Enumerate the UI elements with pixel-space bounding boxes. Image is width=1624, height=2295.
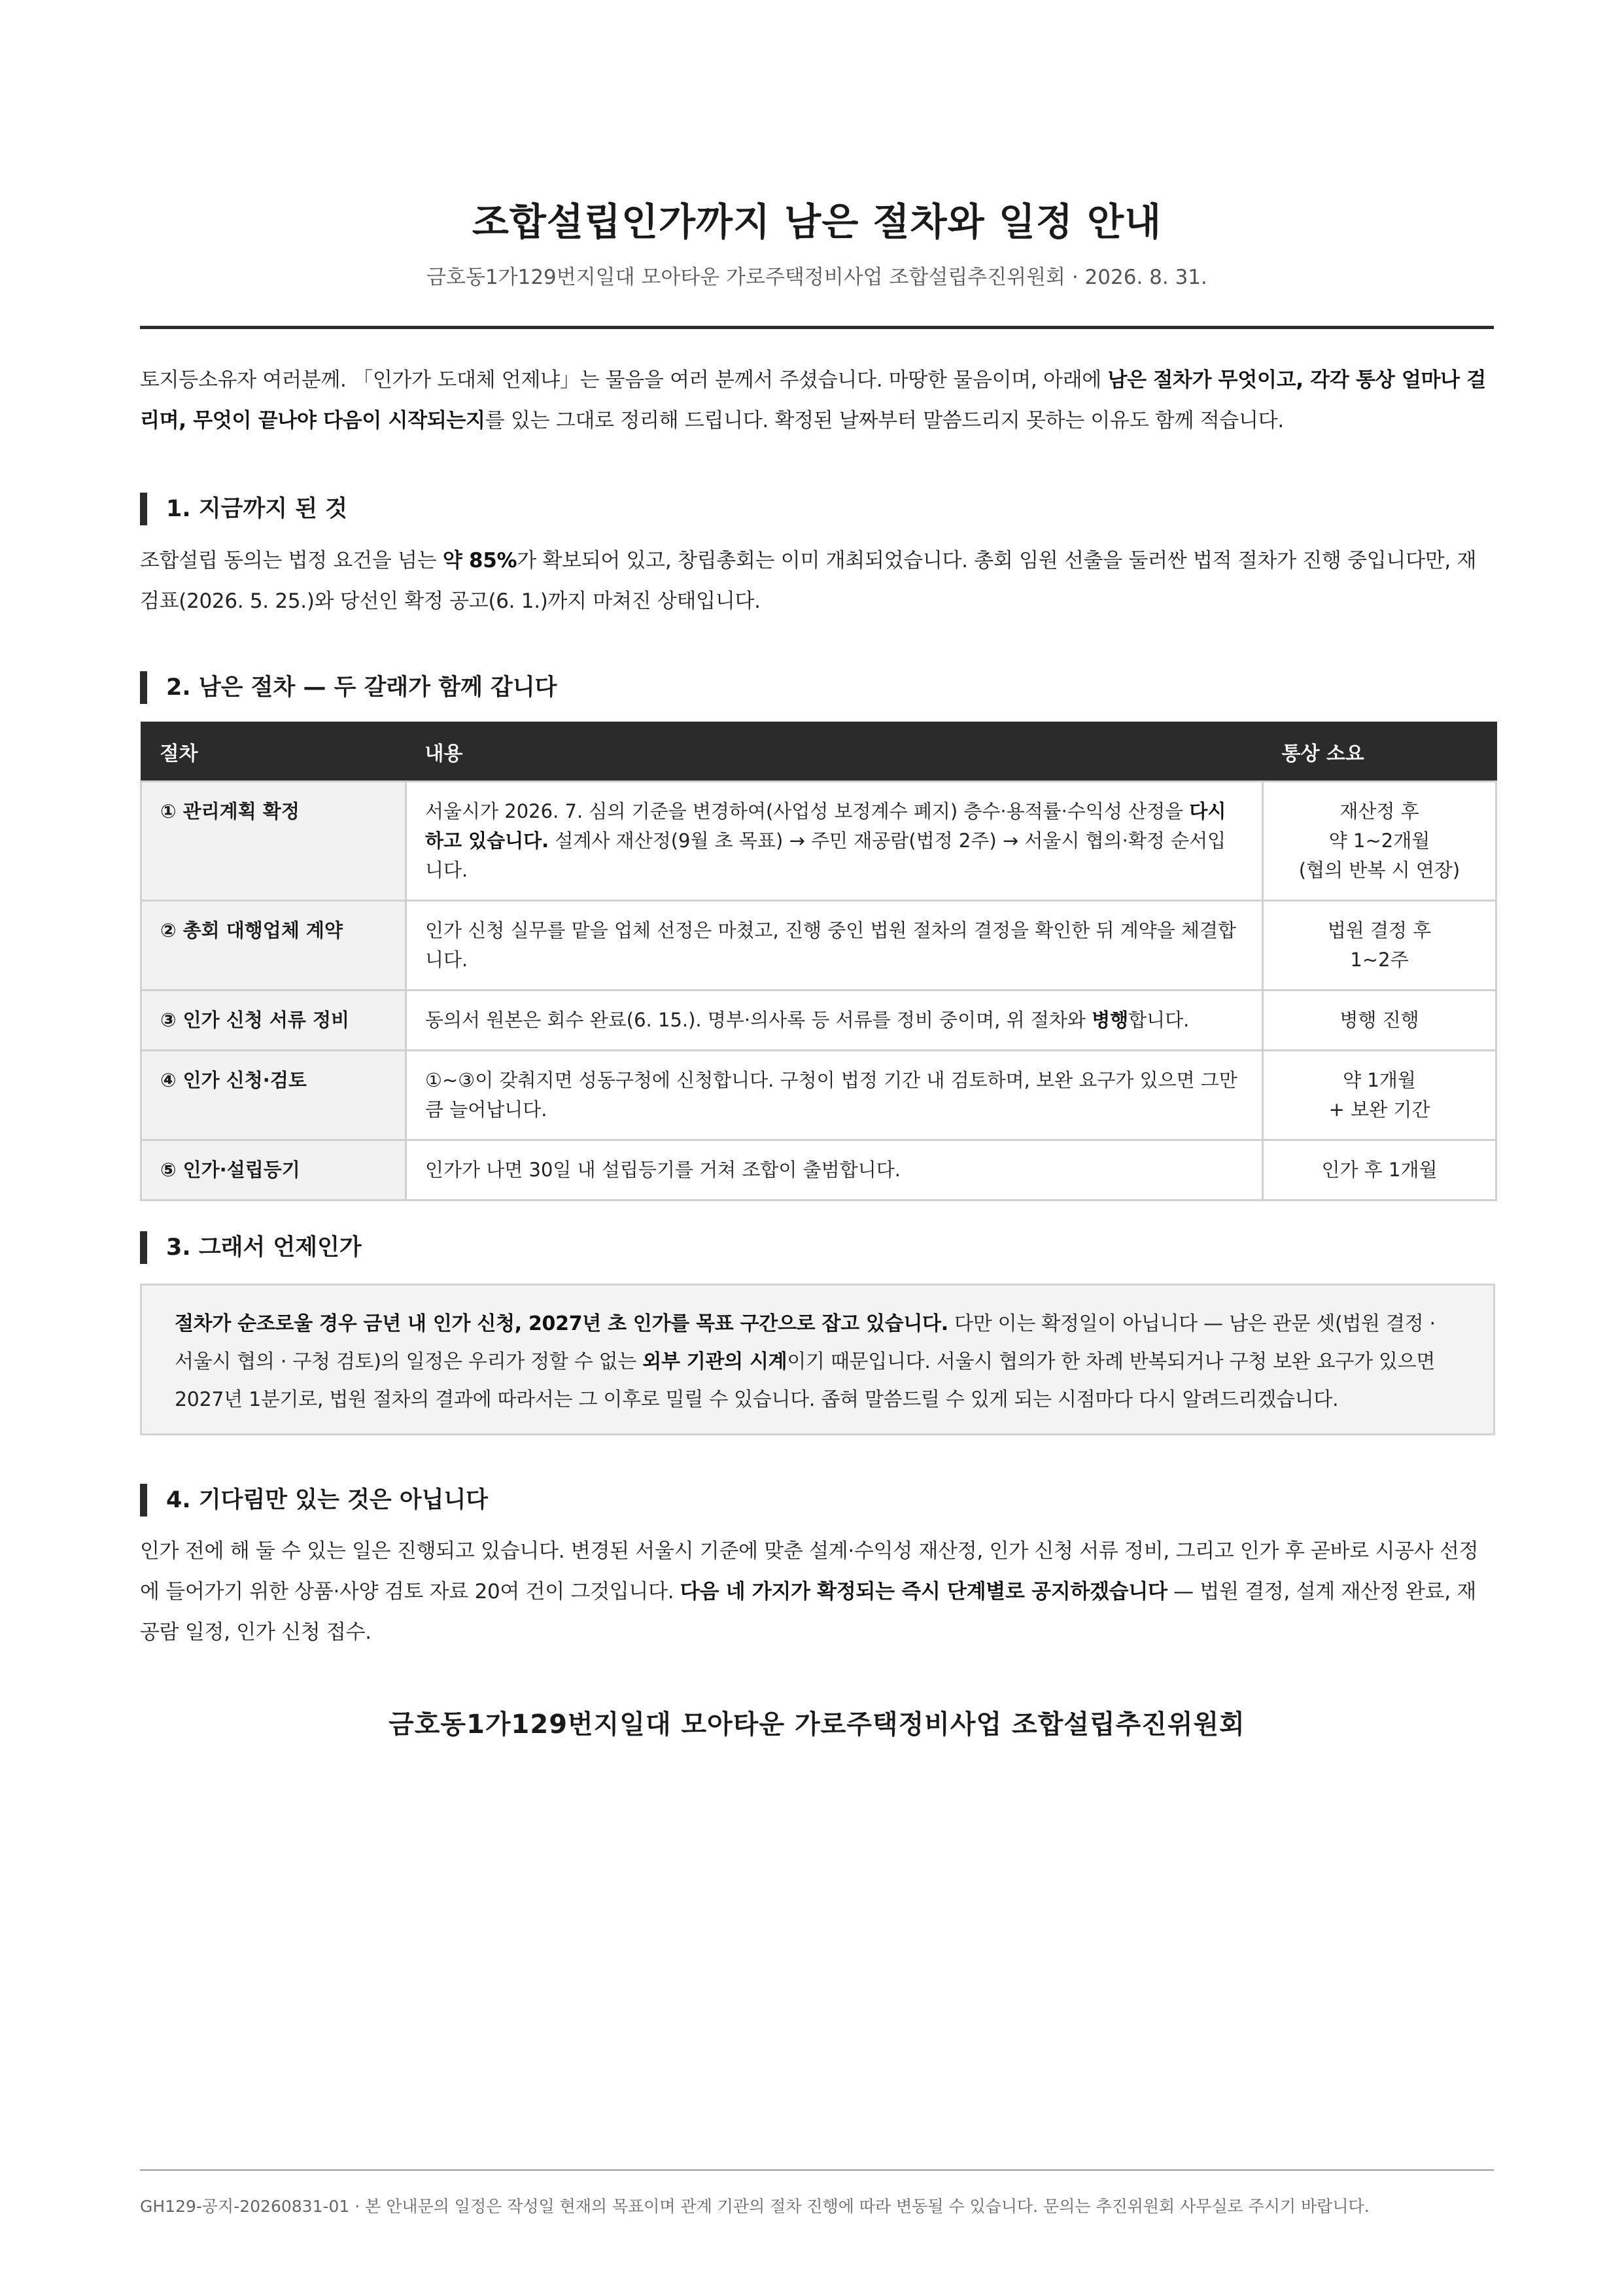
section-4-title: 4. 기다림만 있는 것은 아닙니다: [166, 1487, 489, 1513]
remaining-steps-table: [140, 722, 1497, 1201]
content-text: 인가가 나면 30일 내 설립등기를 거쳐 조합이 출범합니다.: [425, 1159, 901, 1181]
content-text: 동의서 원본은 회수 완료(6. 15.). 명부·의사록 등 서류를 정비 중이며, 위 절차와: [425, 1009, 1092, 1031]
step-cell: ① 관리계획 확정: [141, 782, 406, 901]
content-text: 인가 신청 실무를 맡을 업체 선정은 마쳤고, 진행 중인 법원 절차의 결정을 확인한 뒤 계약을 체결합니다.: [425, 919, 1237, 971]
duration-line: 병행 진행: [1339, 1009, 1419, 1031]
section-1-heading: [140, 493, 1520, 525]
step-cell: ⑤ 인가·설립등기: [141, 1140, 406, 1200]
step-cell: ② 총회 대행업체 계약: [141, 901, 406, 990]
section-4-heading: [140, 1484, 1520, 1516]
duration-cell: [1263, 782, 1496, 901]
section-1-text-1: 조합설립 동의는 법정 요건을 넘는: [140, 549, 443, 572]
duration-cell: [1263, 1140, 1496, 1200]
intro-paragraph: [140, 360, 1494, 441]
duration-line: 재산정 후: [1339, 800, 1419, 822]
section-1-emphasis: 약 85%: [442, 549, 517, 572]
section-3-heading: [140, 1231, 1520, 1264]
duration-line: 1~2주: [1350, 949, 1409, 971]
intro-section: [140, 360, 1494, 441]
section-4-text-2: — 법원 결정, 설계 재산정 완료, 재공람 일정, 인가 신청 접수.: [140, 1580, 1477, 1644]
header-divider: [140, 326, 1494, 329]
duration-line: 법원 결정 후: [1327, 919, 1432, 941]
intro-text-1: 토지등소유자 여러분께. 「인가가 도대체 언제냐」는 물음을 여러 분께서 주셨습니다. 마땅한 물음이며, 아래에: [140, 368, 1108, 392]
section-2-heading: [140, 671, 1520, 704]
duration-cell: [1263, 1051, 1496, 1140]
column-header-duration: 통상 소요: [1263, 722, 1496, 782]
section-1-title: 1. 지금까지 된 것: [166, 496, 348, 522]
column-header-content: 내용: [406, 722, 1263, 782]
page-subtitle: 금호동1가129번지일대 모아타운 가로주택정비사업 조합설립추진위원회 · 2026. 8. 31.: [426, 266, 1207, 289]
duration-line: (협의 반복 시 연장): [1298, 859, 1460, 881]
content-text: 합니다.: [1128, 1009, 1190, 1031]
duration-line: 인가 후 1개월: [1321, 1159, 1438, 1181]
duration-line: 약 1개월: [1343, 1069, 1416, 1091]
section-1-body: [140, 540, 1494, 622]
step-cell: ④ 인가 신청·검토: [141, 1051, 406, 1140]
content-cell: [406, 1140, 1263, 1200]
footer-divider: [140, 2169, 1494, 2171]
table-row: [141, 1140, 1496, 1200]
issuer-signature: 금호동1가129번지일대 모아타운 가로주택정비사업 조합설립추진위원회: [389, 1709, 1245, 1740]
callout-text-1: 다만 이는 확정일이 아닙니다 — 남은 관문 셋(법원 결정 · 서울시 협의 · 구청 검토)의 일정은 우리가 정할 수 없는: [175, 1312, 1436, 1373]
heading-bar: [140, 493, 147, 525]
callout-paragraph: [175, 1305, 1457, 1419]
section-4-paragraph: [140, 1531, 1494, 1653]
page-title: 조합설립인가까지 남은 절차와 일정 안내: [472, 200, 1162, 244]
section-4-emphasis: 다음 네 가지가 확정되는 즉시 단계별로 공지하겠습니다: [680, 1580, 1167, 1603]
section-2-title: 2. 남은 절차 — 두 갈래가 함께 갑니다: [166, 674, 557, 701]
table-header-row: [141, 722, 1496, 782]
table-row: [141, 990, 1496, 1051]
callout-text-2: 이기 때문입니다. 서울시 협의가 한 차례 반복되거나 구청 보완 요구가 있으면 2027년 1분기로, 법원 절차의 결과에 따라서는 그 이후로 밀릴 수 있습니다. 좁혀 말씀드릴 수 있게 되는 시점마다 다시 알려드리겠습니다.: [175, 1350, 1436, 1411]
intro-text-2: 를 있는 그대로 정리해 드립니다. 확정된 날짜부터 말씀드리지 못하는 이유도 함께 적습니다.: [485, 409, 1284, 432]
heading-bar: [140, 1484, 147, 1516]
intro-emphasis: 남은 절차가 무엇이고, 각각 통상 얼마나 걸리며, 무엇이 끝나야 다음이 시작되는지: [140, 368, 1486, 432]
section-1-paragraph: [140, 540, 1494, 622]
section-3-title: 3. 그래서 언제인가: [166, 1235, 362, 1261]
content-cell: [406, 1051, 1263, 1140]
callout-emphasis-2: 외부 기관의 시계: [642, 1350, 787, 1373]
content-cell: [406, 782, 1263, 901]
column-header-step: 절차: [141, 722, 406, 782]
duration-cell: [1263, 901, 1496, 990]
duration-cell: [1263, 990, 1496, 1051]
content-text: 서울시가 2026. 7. 심의 기준을 변경하여(사업성 보정계수 폐지) 층수·용적률·수익성 산정을: [425, 800, 1190, 822]
section-4-text-1: 인가 전에 해 둘 수 있는 일은 진행되고 있습니다. 변경된 서울시 기준에 맞춘 설계·수익성 재산정, 인가 신청 서류 정비, 그리고 인가 후 곧바로 시공사 선정에 들어가기 위한 상품·사양 검토 자료 20여 건이 그것입니다.: [140, 1539, 1479, 1603]
section-1-text-2: 가 확보되어 있고, 창립총회는 이미 개최되었습니다. 총회 임원 선출을 둘러싼 법적 절차가 진행 중입니다만, 재검표(2026. 5. 25.)와 당선인 확정 공고(6. 1.)까지 마쳐진 상태입니다.: [140, 549, 1477, 613]
content-text: ①~③이 갖춰지면 성동구청에 신청합니다. 구청이 법정 기간 내 검토하며, 보완 요구가 있으면 그만큼 늘어납니다.: [425, 1069, 1237, 1121]
step-cell: ③ 인가 신청 서류 정비: [141, 990, 406, 1051]
heading-bar: [140, 671, 147, 704]
timeline-callout-box: [140, 1284, 1495, 1435]
section-4-body: [140, 1531, 1494, 1653]
content-emphasis: 병행: [1092, 1009, 1129, 1031]
content-cell: [406, 990, 1263, 1051]
table-row: [141, 1051, 1496, 1140]
content-emphasis: 다시 하고 있습니다.: [425, 800, 1226, 852]
heading-bar: [140, 1231, 147, 1264]
table-row: [141, 901, 1496, 990]
callout-emphasis: 절차가 순조로울 경우 금년 내 인가 신청, 2027년 초 인가를 목표 구간으로 잡고 있습니다.: [175, 1312, 948, 1335]
duration-line: 약 1~2개월: [1328, 830, 1430, 852]
table-row: [141, 782, 1496, 901]
content-cell: [406, 901, 1263, 990]
footer-note: GH129-공지-20260831-01 · 본 안내문의 일정은 작성일 현재의 목표이며 관계 기관의 절차 진행에 따라 변동될 수 있습니다. 문의는 추진위원회 사무실로 주시기 바랍니다.: [140, 2197, 1370, 2216]
duration-line: + 보완 기간: [1328, 1098, 1430, 1121]
content-text: 설계사 재산정(9월 초 목표) → 주민 재공람(법정 2주) → 서울시 협의·확정 순서입니다.: [425, 830, 1226, 881]
